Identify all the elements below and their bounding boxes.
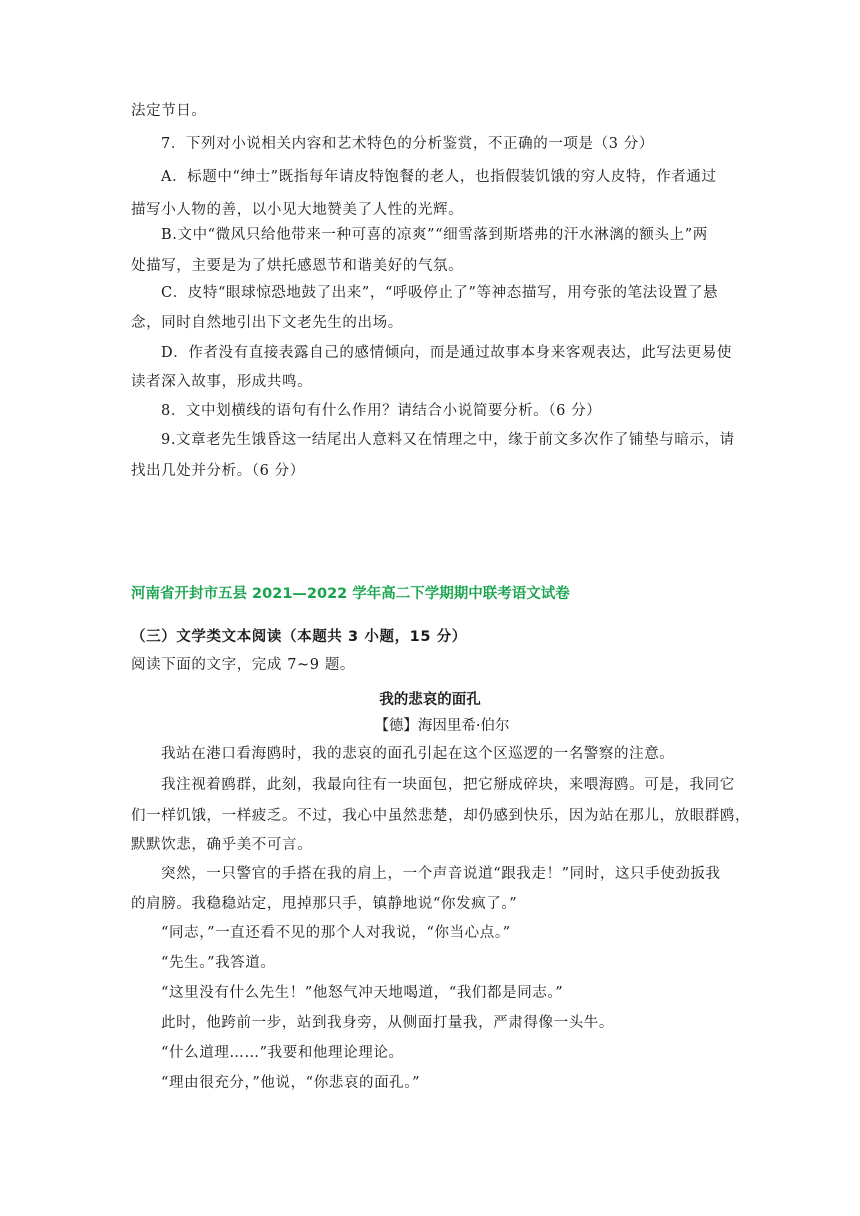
question-8: 8．文中划横线的语句有什么作用？请结合小说简要分析。（6 分） (161, 403, 602, 419)
option-c-line-2: 念，同时自然地引出下文老先生的出场。 (131, 315, 403, 331)
option-d-line-1: D．作者没有直接表露自己的感情倾向，而是通过故事本身来客观表达，此写法更易使 (161, 345, 732, 361)
paragraph-line: 我注视着鸥群，此刻，我最向往有一块面包，把它掰成碎块，来喂海鸥。可是，我同它 (161, 777, 735, 793)
question-7: 7．下列对小说相关内容和艺术特色的分析鉴赏，不正确的一项是（3 分） (161, 136, 654, 152)
option-c-line-1: C．皮特“眼球惊恐地鼓了出来”，“呼吸停止了”等神态描写，用夸张的笔法设置了悬 (161, 285, 719, 301)
instruction-line: 阅读下面的文字，完成 7~9 题。 (131, 657, 356, 673)
option-b-line-1: B.文中“微风只给他带来一种可喜的凉爽”“细雪落到斯塔弗的汗水淋漓的额头上”两 (161, 227, 708, 243)
section-heading: （三）文学类文本阅读（本题共 3 小题，15 分） (131, 629, 467, 645)
paragraph-line: “这里没有什么先生！”他怒气冲天地喝道，“我们都是同志。” (161, 985, 564, 1001)
question-9-line-2: 找出几处并分析。（6 分） (131, 463, 305, 479)
paragraph-line: 的肩膀。我稳稳站定，甩掉那只手，镇静地说“你发疯了。” (131, 896, 518, 912)
paragraph-line: 我站在港口看海鸥时，我的悲哀的面孔引起在这个区巡逻的一名警察的注意。 (161, 746, 675, 762)
paragraph-line: 突然，一只警官的手搭在我的肩上，一个声音说道“跟我走！”同时，这只手使劲扳我 (161, 866, 721, 882)
paragraph-line: “先生。”我答道。 (161, 955, 276, 971)
question-9-line-1: 9.文章老先生饿昏这一结尾出人意料又在情理之中，缘于前文多次作了铺垫与暗示，请 (161, 432, 735, 448)
paragraph-line: 默默饮悲，确乎美不可言。 (131, 837, 313, 853)
section-title: 河南省开封市五县 2021—2022 学年高二下学期期中联考语文试卷 (131, 586, 570, 602)
paragraph-line: “同志，”一直还看不见的那个人对我说，“你当心点。” (161, 925, 511, 941)
text-line: 法定节日。 (131, 103, 207, 119)
option-d-line-2: 读者深入故事，形成共鸣。 (131, 374, 313, 390)
option-a-line-1: A．标题中“绅士”既指每年请皮特饱餐的老人，也指假装饥饿的穷人皮特，作者通过 (161, 169, 717, 185)
paragraph-line: “什么道理……”我要和他理论理论。 (161, 1045, 404, 1061)
paragraph-line: “理由很充分，”他说，“你悲哀的面孔。” (161, 1075, 421, 1091)
option-a-line-2: 描写小人物的善，以小见大地赞美了人性的光辉。 (131, 202, 464, 218)
story-author: 【德】海因里希·伯尔 (374, 718, 510, 734)
option-b-line-2: 处描写，主要是为了烘托感恩节和谐美好的气氛。 (131, 258, 464, 274)
paragraph-line: 此时，他跨前一步，站到我身旁，从侧面打量我，严肃得像一头牛。 (161, 1015, 614, 1031)
story-title: 我的悲哀的面孔 (379, 692, 481, 708)
paragraph-line: 们一样饥饿，一样疲乏。不过，我心中虽然悲楚，却仍感到快乐，因为站在那儿，放眼群鸥， (131, 808, 751, 824)
